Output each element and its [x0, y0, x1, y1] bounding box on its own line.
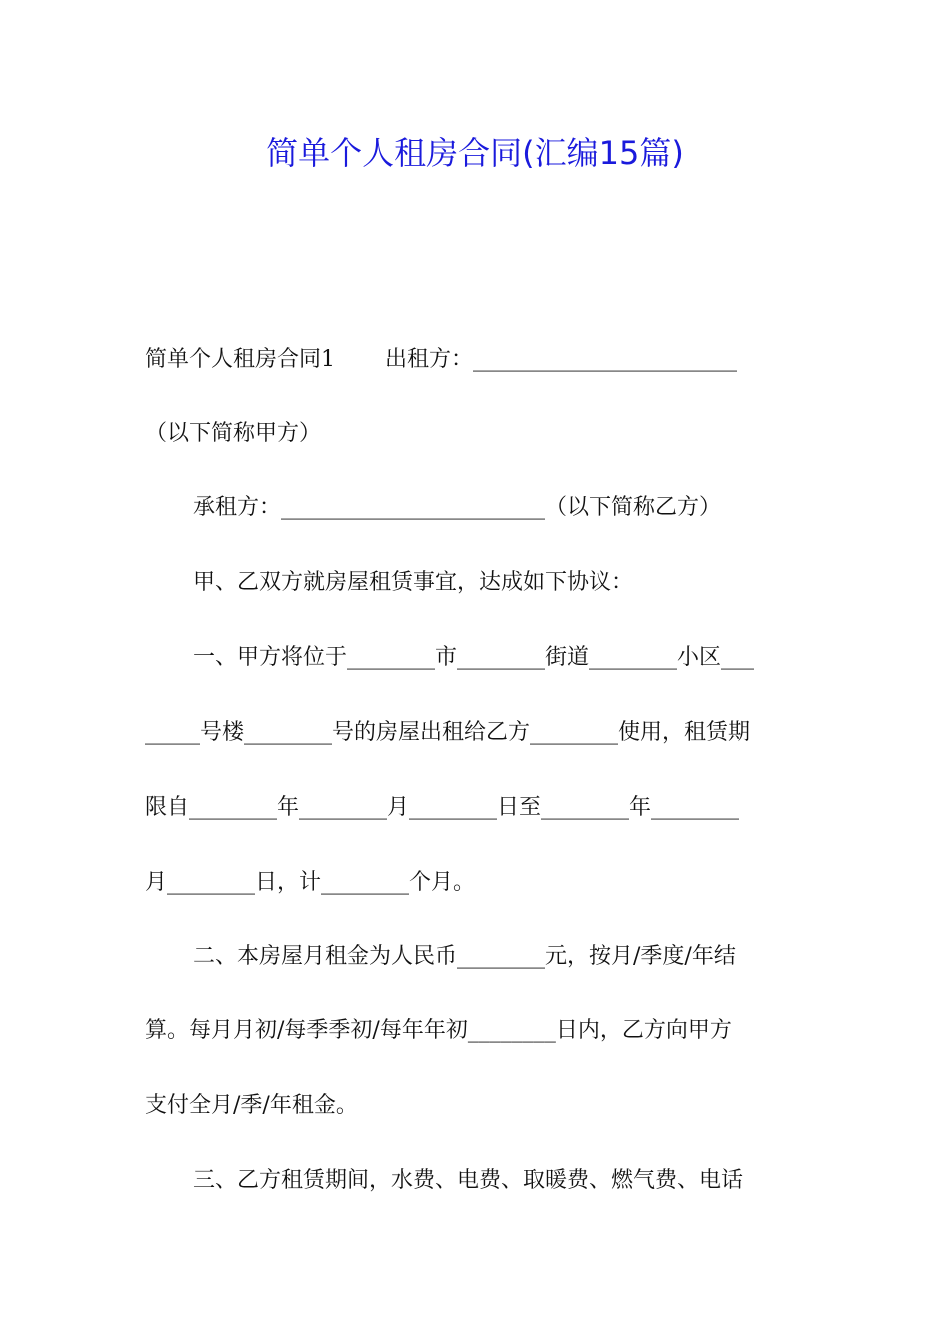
paragraph-line-3: 承租方：________________________（以下简称乙方）: [193, 495, 722, 520]
paragraph-line-5: 一、甲方将位于________市________街道________小区___: [193, 645, 755, 670]
paragraph-line-9: 二、本房屋月租金为人民币________元，按月/季度/年结: [193, 944, 736, 969]
paragraph-line-2: （以下简称甲方）: [145, 421, 322, 446]
paragraph-line-6: _____号楼________号的房屋出租给乙方________使用，租赁期: [145, 720, 751, 745]
paragraph-line-7: 限自________年________月________日至________年________: [145, 795, 740, 820]
lessor-field: 出租方：________________________: [385, 347, 738, 372]
paragraph-line-10: 算。每月月初/每季季初/每年年初________日内，乙方向甲方: [145, 1018, 732, 1043]
contract-heading: 简单个人租房合同1: [145, 347, 335, 372]
document-title: 简单个人租房合同(汇编15篇): [266, 134, 684, 172]
paragraph-line-1: [0, 343, 950, 377]
paragraph-line-4: 甲、乙双方就房屋租赁事宜，达成如下协议：: [193, 570, 634, 595]
paragraph-line-12: 三、乙方租赁期间，水费、电费、取暖费、燃气费、电话: [193, 1168, 744, 1193]
paragraph-line-11: 支付全月/季/年租金。: [145, 1093, 358, 1118]
paragraph-line-8: 月________日，计________个月。: [145, 870, 476, 895]
